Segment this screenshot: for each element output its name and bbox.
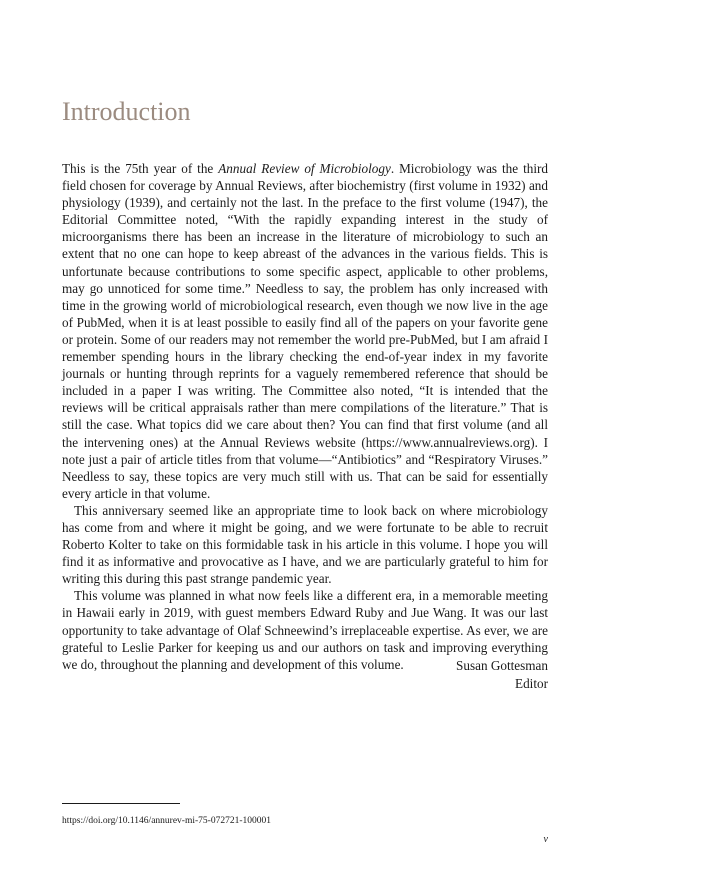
signature-block [360,657,548,692]
paragraph-text: . Microbiology was the third field chosen for coverage by Annual Reviews, after biochemistry (first volume in 1932) and physiology (1939), and certainly not the last. In the preface to the first volume (1947), the Editorial Committee noted, “With the rapidly expanding interest in the study of microorganisms there has been an increase in the literature of microbiology to such an extent that no one can hope to keep abreast of the advances in the various fields. This is unfortunate because contributions to some specific aspect, applicable to other problems, may go unnoticed for some time.” Needless to say, the problem has only increased with time in the growing world of microbiological research, even though we now live in the age of PubMed, when it is at least possible to easily find all of the papers on your favorite gene or protein. Some of our readers may not remember the world pre-PubMed, but I am afraid I remember spending hours in the library checking the end-of-year index in my favorite journals or hunting through reprints for a vaguely remembered reference that should be included in a paper I was writing. The Committee also noted, “It is intended that the reviews will be critical appraisals rather than mere compilations of the literature.” That is still the case. What topics did we care about then? You can find that first volume (and all the intervening ones) at the Annual Reviews website (https://www.annualreviews.org). I note just a pair of article titles from that volume—“Antibiotics” and “Respiratory Viruses.” Needless to say, these topics are very much still with us. That can be said for essentially every article in that volume. [62,161,548,501]
signature-name: Susan Gottesman [456,658,548,673]
page-title: Introduction [62,97,191,126]
paragraph [62,160,548,502]
paragraph-text: This is the 75th year of the [62,161,219,176]
paragraph-text: This volume was planned in what now feels like a different era, in a memorable meeting in Hawaii early in 2019, with guest members Edward Ruby and Jue Wang. It was our last opportunity to take advantage of Olaf Schneewind’s irreplaceable expertise. As ever, we are grateful to Leslie Parker for keeping us and our authors on task and improving everything we do, throughout the planning and development of this volume. [62,588,548,672]
paragraph [62,502,548,587]
page-number: v [543,834,548,845]
journal-title: Annual Review of Microbiology [218,161,391,176]
footnote-divider [62,803,180,804]
signature-role: Editor [515,675,548,691]
article-body [62,160,548,673]
doi-link[interactable]: https://doi.org/10.1146/annurev-mi-75-072721-100001 [62,816,271,826]
paragraph-text: This anniversary seemed like an appropriate time to look back on where microbiology has come from and where it might be going, and we were fortunate to be able to recruit Roberto Kolter to take on this formidable task in his article in this volume. I hope you will find it as informative and provocative as I have, and we are particularly grateful to him for writing this during this past strange pandemic year. [62,502,548,587]
